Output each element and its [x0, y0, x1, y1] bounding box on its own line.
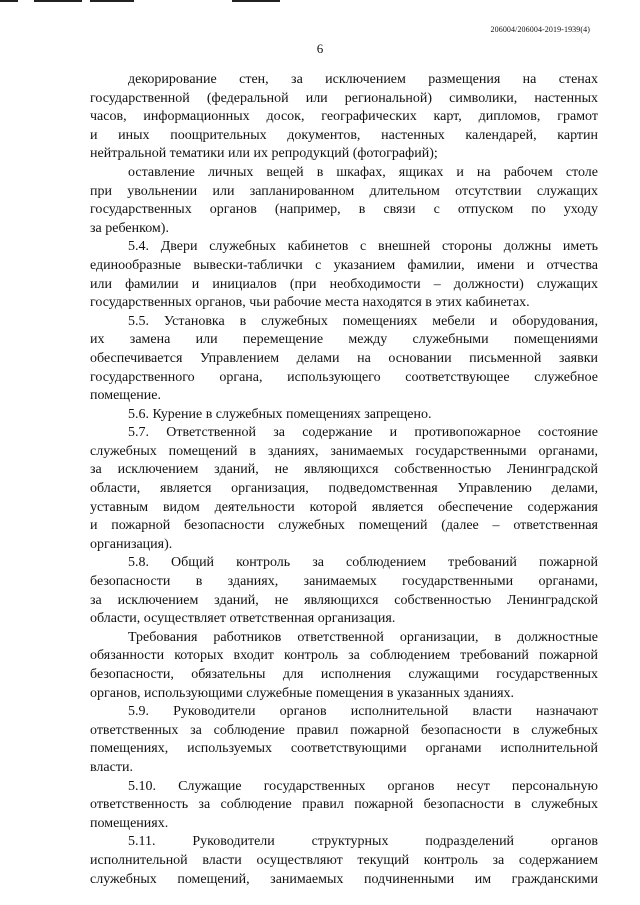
document-id: 206004/206004-2019-1939(4) [490, 25, 590, 34]
text-line: за исключением зданий, не являющихся собственностью Ленинградской [90, 462, 598, 478]
paragraph [90, 406, 598, 425]
text-line: 5.11. Руководители структурных подразделений органов [128, 834, 598, 850]
text-line: их замена или перемещение между служебными помещениями [90, 332, 598, 348]
text-line: исполнительной власти осуществляют текущий контроль за содержанием [90, 852, 598, 868]
text-line: власти. [90, 759, 133, 775]
text-line: государственных органов, чьи рабочие места находятся в этих кабинетах. [90, 295, 530, 311]
text-line: области, осуществляет ответственная организация. [90, 611, 396, 627]
text-line: и иных поощрительных документов, настенных календарей, картин [90, 127, 598, 143]
text-line: и пожарной безопасности служебных помещений (далее – ответственная [90, 518, 598, 534]
document-body [90, 71, 598, 889]
text-line: уставным видом деятельности которой является обеспечение содержания [90, 499, 598, 515]
text-line: часов, информационных досок, географических карт, дипломов, грамот [90, 109, 598, 125]
page-number: 6 [316, 41, 324, 56]
text-line: 5.9. Руководители органов исполнительной власти назначают [128, 704, 598, 720]
text-line: 5.10. Служащие государственных органов несут персональную [128, 778, 598, 794]
scan-edge-mark [232, 0, 280, 2]
paragraph [90, 629, 598, 703]
text-line: служебных помещений, занимаемых подчиненными им гражданскими [90, 871, 598, 887]
text-line: обязанности которых входит контроль за соблюдением требований пожарной [90, 648, 598, 664]
paragraph [90, 703, 598, 777]
text-line: безопасности, обязательны для исполнения служащими государственных [90, 667, 598, 682]
text-line: государственной (федеральной или региональной) символики, настенных [90, 90, 598, 106]
paragraph [90, 164, 598, 238]
text-line: 5.8. Общий контроль за соблюдением требований пожарной [128, 555, 598, 571]
text-line: нейтральной тематики или их репродукций (фотографий); [90, 146, 438, 162]
text-line: организация). [90, 536, 173, 552]
text-line: ответственность за соблюдение правил пожарной безопасности в служебных [90, 797, 598, 813]
paragraph [90, 778, 598, 834]
text-line: или фамилии и инициалов (при необходимости – должности) служащих [90, 276, 598, 292]
text-line: помещениях. [90, 815, 169, 831]
scan-edge-mark [34, 0, 82, 2]
text-line: за ребенком). [90, 220, 169, 236]
paragraph [90, 313, 598, 406]
text-line: оставление личных вещей в шкафах, ящиках и на рабочем столе [128, 164, 598, 180]
text-line: области, является организация, подведомственная Управлению делами, [90, 481, 598, 497]
paragraph [90, 554, 598, 628]
paragraph [90, 71, 598, 164]
paragraph [90, 833, 598, 889]
text-line: за исключением зданий, не являющихся собственностью Ленинградской [90, 592, 598, 608]
text-line: государственных органов (например, в связи с отпуском по уходу [90, 202, 598, 218]
paragraph [90, 424, 598, 554]
text-line: 5.4. Двери служебных кабинетов с внешней стороны должны иметь [128, 239, 598, 255]
text-line: Требования работников ответственной организации, в должностные [128, 629, 598, 645]
text-line: ответственных за соблюдение правил пожарной безопасности в служебных [90, 722, 598, 738]
scan-edge-mark [0, 0, 18, 2]
text-line: помещениях, используемых соответствующими органами исполнительной [90, 741, 598, 757]
text-line: служебных помещений в зданиях, занимаемых государственными органами, [90, 443, 598, 459]
text-line: обеспечивается Управлением делами на основании письменной заявки [90, 350, 598, 366]
text-line: 5.7. Ответственной за содержание и противопожарное состояние [128, 425, 598, 441]
scan-edge-mark [90, 0, 134, 2]
text-line: единообразные вывески-таблички с указанием фамилии, имени и отчества [90, 257, 598, 273]
text-line: 5.6. Курение в служебных помещениях запрещено. [128, 406, 432, 422]
text-line: государственного органа, использующего соответствующее служебное [90, 369, 598, 385]
text-line: при увольнении или запланированном длительном отсутствии служащих [90, 183, 598, 199]
text-line: декорирование стен, за исключением размещения на стенах [128, 72, 598, 87]
text-line: органов, использующими служебные помещения в указанных зданиях. [90, 685, 515, 701]
paragraph [90, 238, 598, 312]
text-line: безопасности в зданиях, занимаемых государственными органами, [90, 574, 598, 590]
text-line: помещение. [90, 388, 161, 404]
text-line: 5.5. Установка в служебных помещениях мебели и оборудования, [128, 313, 598, 329]
